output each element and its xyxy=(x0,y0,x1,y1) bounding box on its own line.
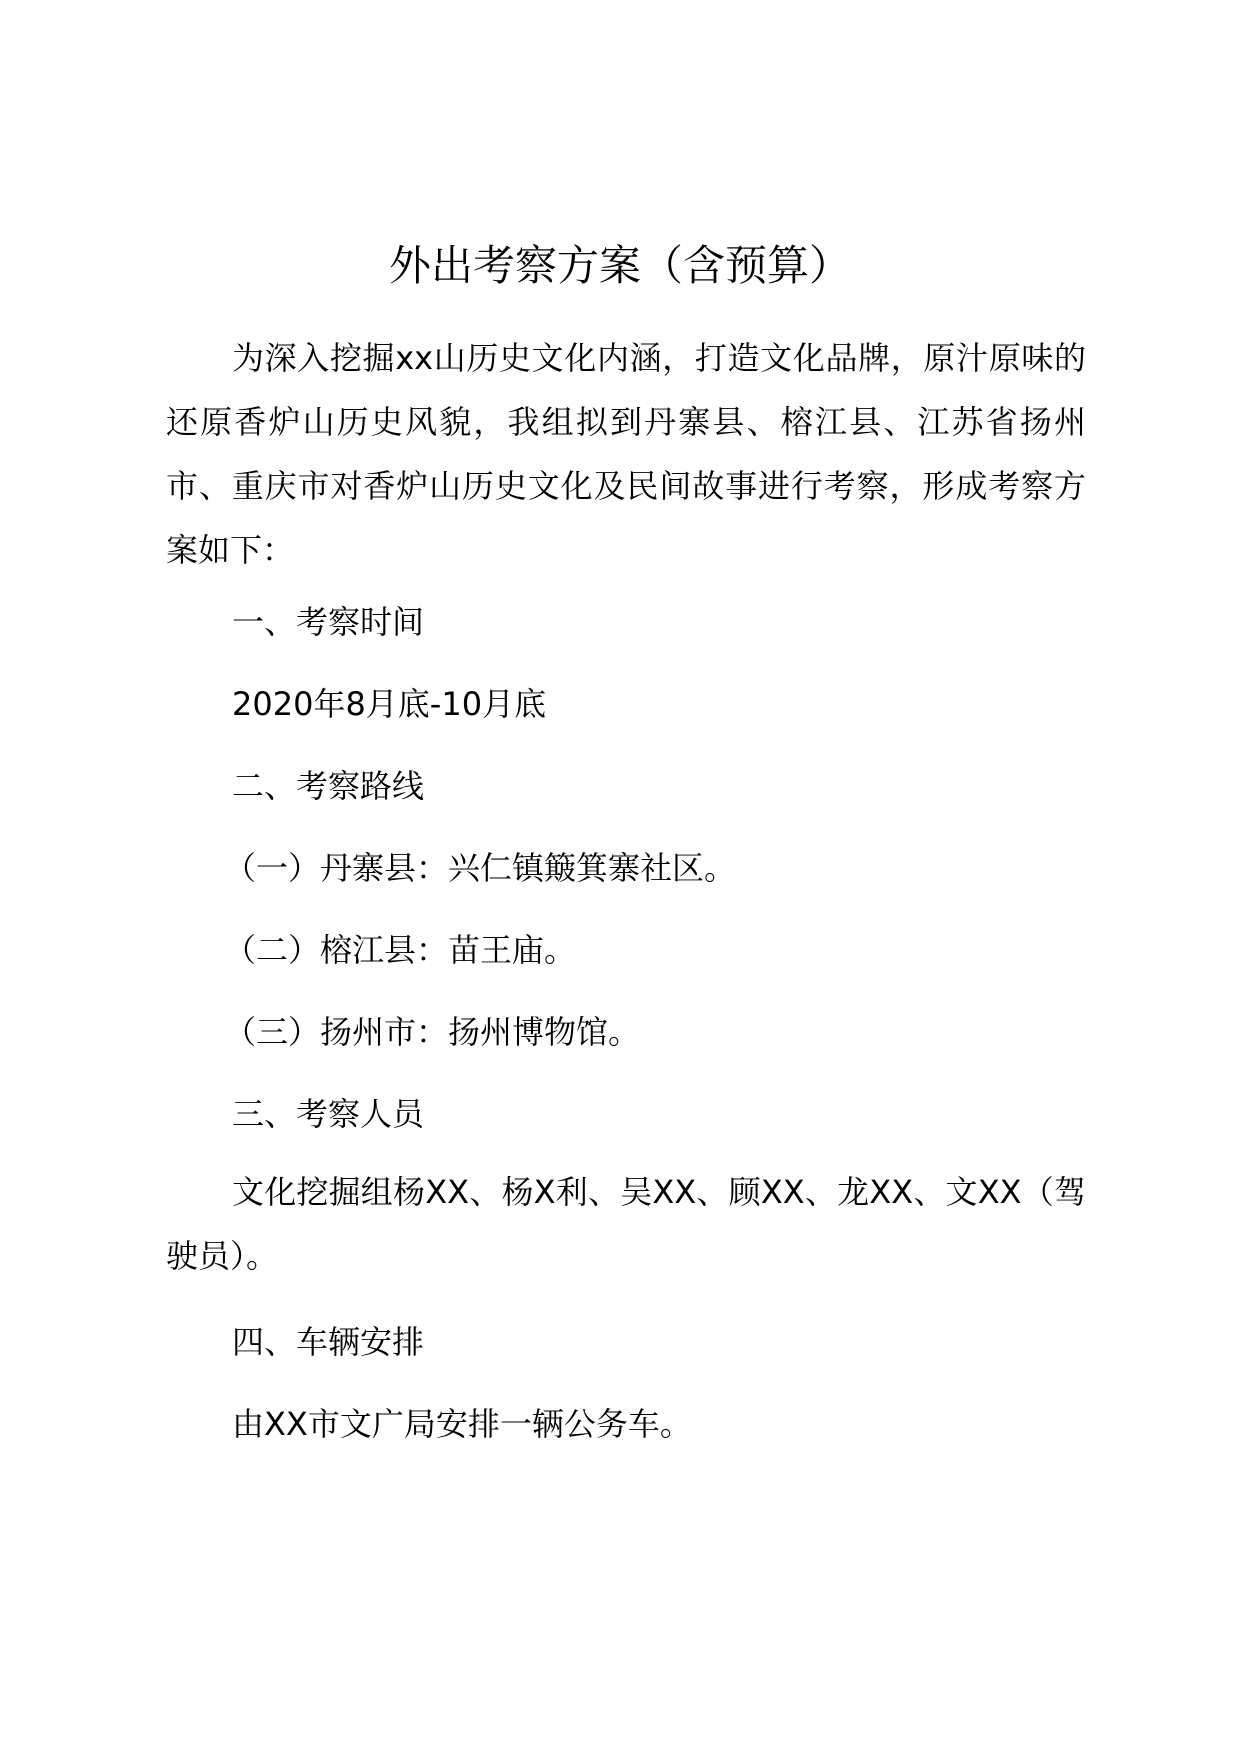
route-item-rongjiang: （二）榕江县：苗王庙。 xyxy=(224,931,577,969)
intro-paragraph: 为深入挖掘xx山历史文化内涵，打造文化品牌，原汁原味的还原香炉山历史风貌，我组拟到丹寨县、榕江县、江苏省扬州市、重庆市对香炉山历史文化及民间故事进行考察，形成考察方案如下： xyxy=(166,339,1086,569)
section-heading-route: 二、考察路线 xyxy=(232,767,425,805)
section-content-vehicle: 由XX市文广局安排一辆公务车。 xyxy=(232,1405,692,1443)
section-content-personnel: 文化挖掘组杨XX、杨X利、吴XX、顾XX、龙XX、文XX（驾驶员）。 xyxy=(166,1173,1086,1275)
section-content-time: 2020年8月底-10月底 xyxy=(232,685,547,723)
section-heading-time: 一、考察时间 xyxy=(232,603,425,641)
route-item-danzhai: （一）丹寨县：兴仁镇簸箕寨社区。 xyxy=(224,849,737,887)
document-title: 外出考察方案（含预算） xyxy=(388,241,851,290)
route-item-yangzhou: （三）扬州市：扬州博物馆。 xyxy=(224,1013,641,1051)
section-heading-vehicle: 四、车辆安排 xyxy=(232,1323,425,1361)
section-heading-personnel: 三、考察人员 xyxy=(232,1095,425,1133)
